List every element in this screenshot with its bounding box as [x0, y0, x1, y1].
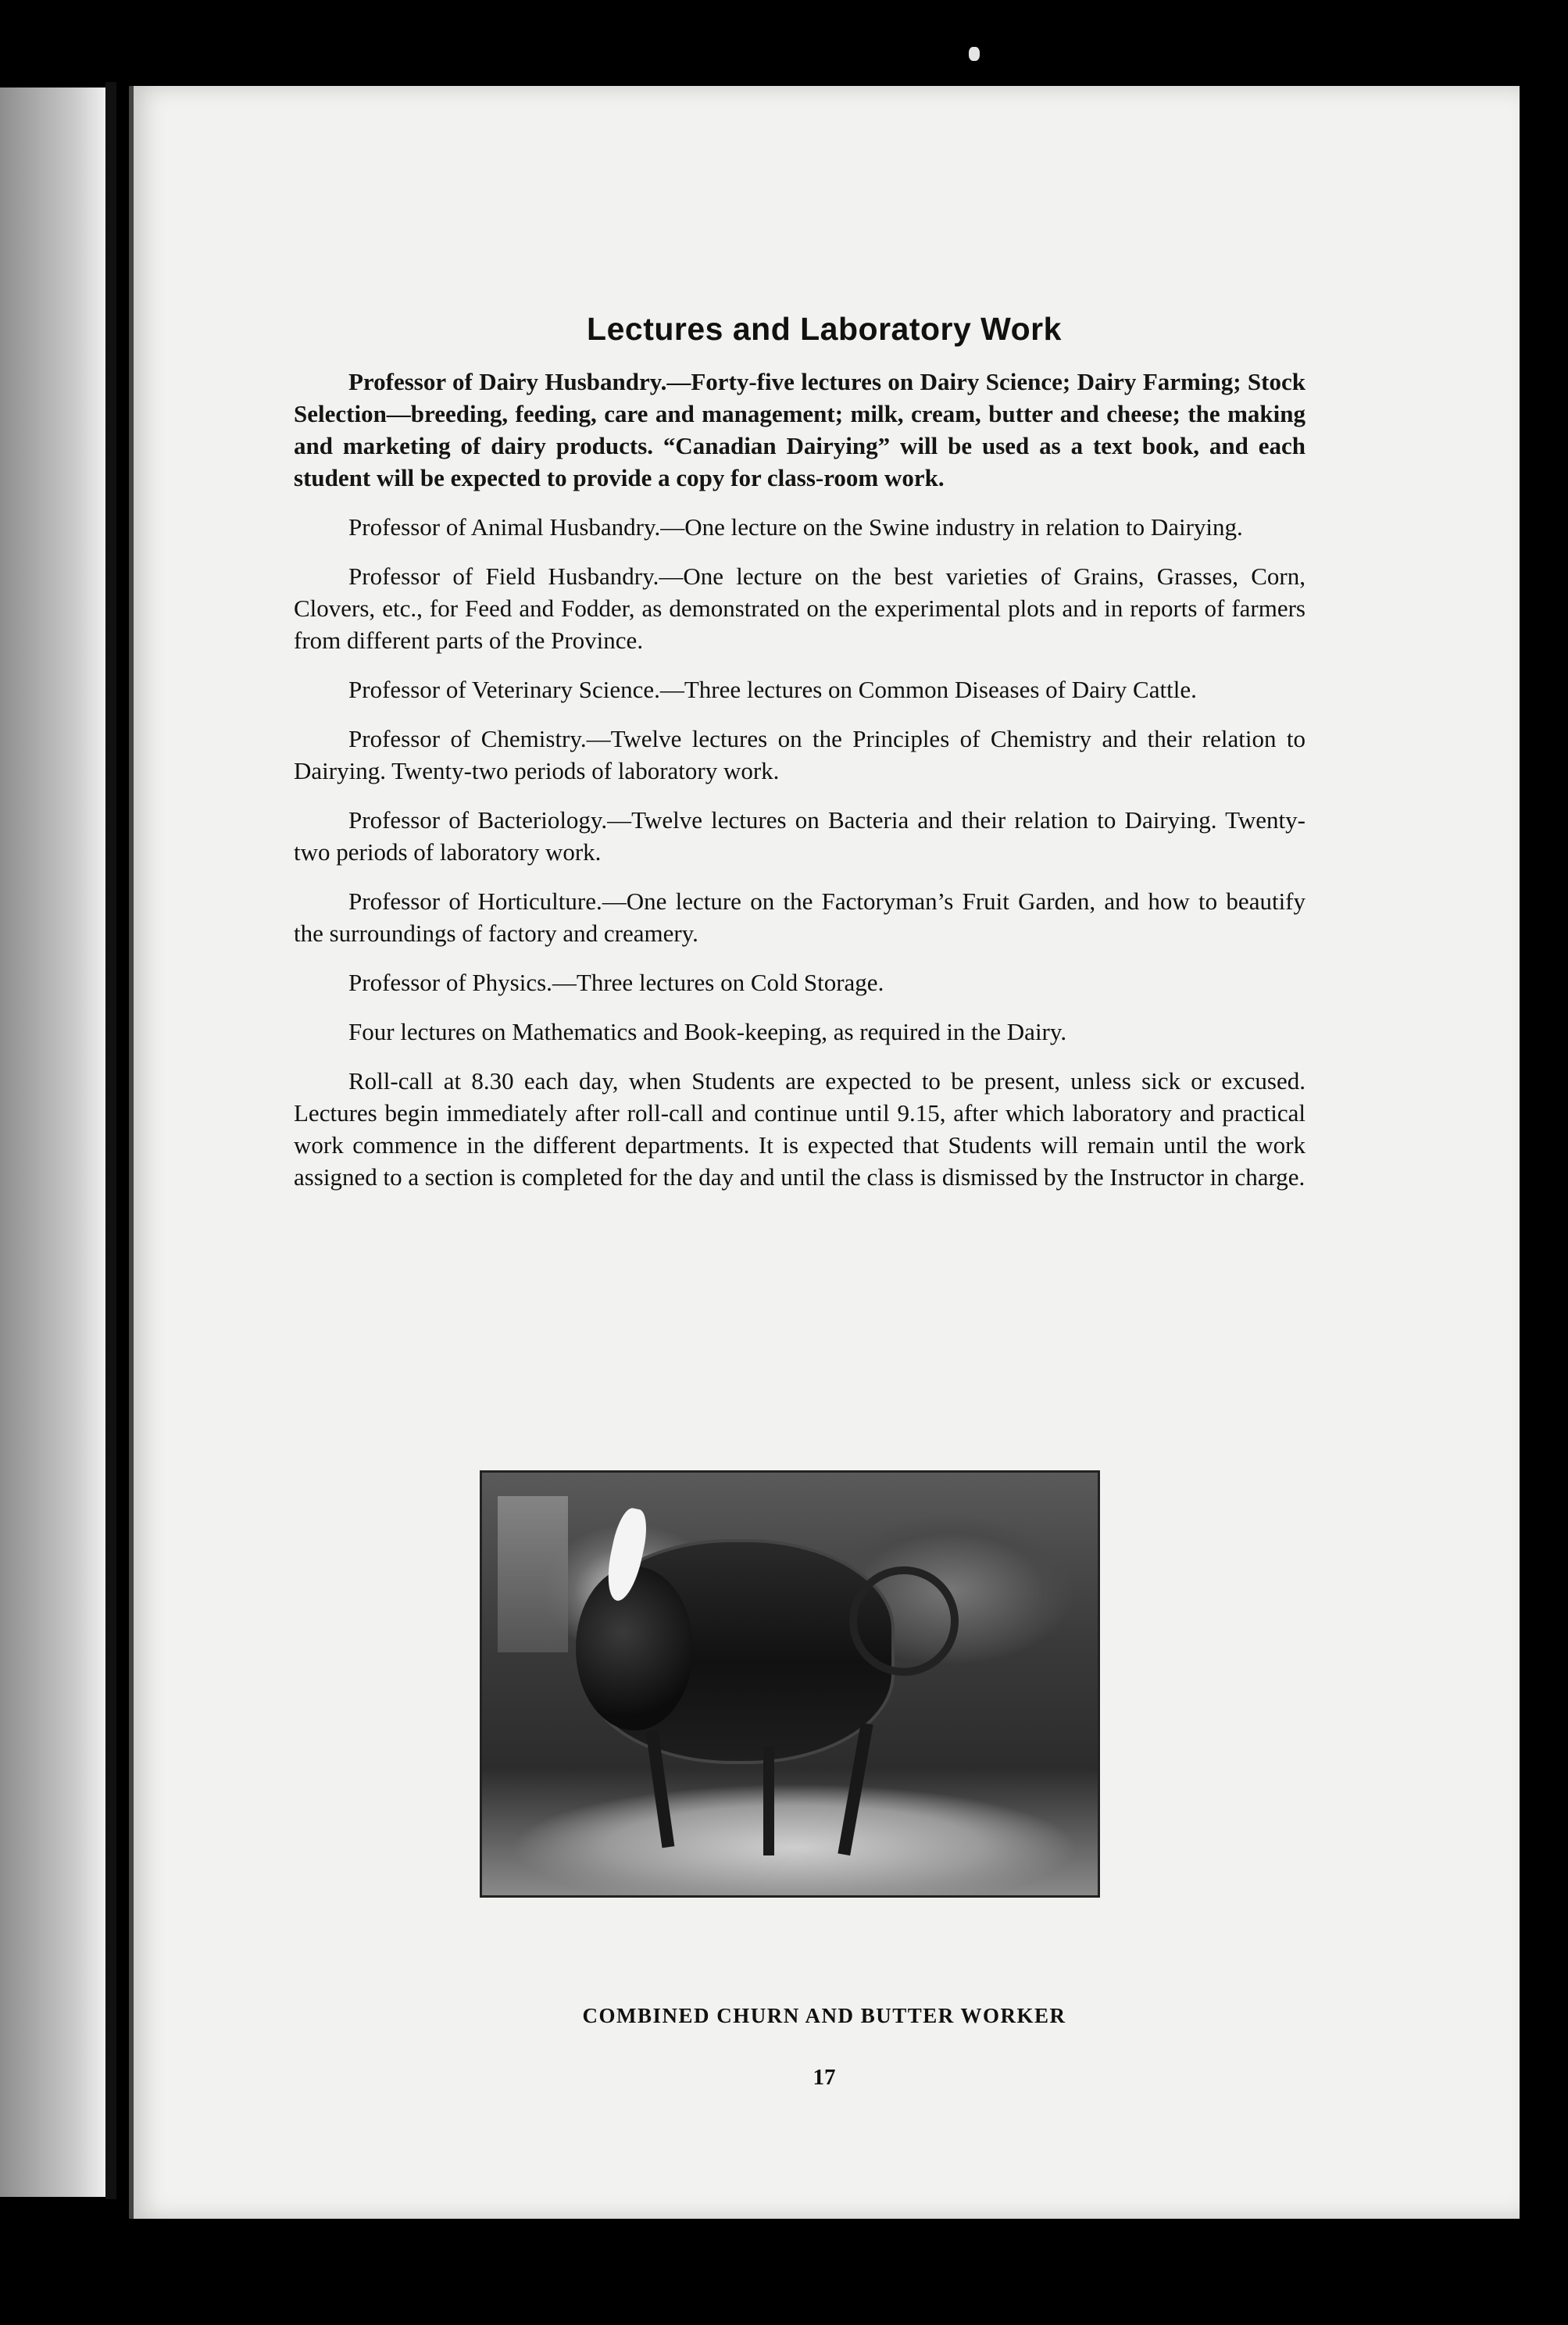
- page-title: Lectures and Laboratory Work: [587, 311, 1062, 347]
- churn-drum-end: [576, 1566, 693, 1730]
- book-gutter: [105, 82, 116, 2199]
- facing-page-edge: [0, 88, 105, 2197]
- paragraph-bacteriology: Professor of Bacteriology.—Twelve lectures on Bacteria and their relation to Dairying. Twenty-two periods of laboratory work.: [294, 806, 1305, 866]
- churn-gear: [849, 1566, 959, 1676]
- paragraph-roll-call: Roll-call at 8.30 each day, when Students are expected to be present, unless sick or excused. Lectures begin immediately after roll-call and continue until 9.15, after which laboratory and practical work commence in the different departments. It is expected that Students will remain until the work assigned to a section is completed for the day and until the class is dismissed by the Instructor in charge.: [294, 1067, 1305, 1191]
- page-number: 17: [813, 2065, 836, 2090]
- paragraph-horticulture: Professor of Horticulture.—One lecture on the Factoryman’s Fruit Garden, and how to beautify the surroundings of factory and creamery.: [294, 888, 1305, 947]
- churn-photo: [480, 1470, 1100, 1898]
- paragraph-dairy-husbandry: Professor of Dairy Husbandry.—Forty-five lectures on Dairy Science; Dairy Farming; Stock Selection—breeding, feeding, care and management; milk, cream, butter and cheese; the making and marketing of dairy products. “Canadian Dairying” will be used as a text book, and each student will be expected to provide a copy for class-room work.: [294, 368, 1305, 491]
- paragraph-physics: Professor of Physics.—Three lectures on Cold Storage.: [348, 969, 884, 996]
- paragraph-chemistry: Professor of Chemistry.—Twelve lectures on the Principles of Chemistry and their relation to Dairying. Twenty-two periods of laboratory work.: [294, 725, 1305, 784]
- churn-leg: [763, 1746, 774, 1855]
- photo-caption: COMBINED CHURN AND BUTTER WORKER: [582, 2004, 1066, 2027]
- churn-leg: [838, 1723, 873, 1855]
- paragraph-field-husbandry: Professor of Field Husbandry.—One lecture on the best varieties of Grains, Grasses, Corn, Clovers, etc., for Feed and Fodder, as demonstrated on the experimental plots and in reports of farmers from different parts of the Province.: [294, 562, 1305, 654]
- photo-window: [498, 1496, 568, 1652]
- page-edge: [129, 86, 134, 2219]
- paragraph-mathematics: Four lectures on Mathematics and Book-keeping, as required in the Dairy.: [348, 1018, 1067, 1045]
- scan-speck: [969, 47, 980, 61]
- paragraph-veterinary-science: Professor of Veterinary Science.—Three lectures on Common Diseases of Dairy Cattle.: [348, 676, 1197, 703]
- body-text: [294, 366, 1305, 1210]
- book-page: [129, 86, 1520, 2219]
- paragraph-animal-husbandry: Professor of Animal Husbandry.—One lecture on the Swine industry in relation to Dairying.: [348, 513, 1243, 541]
